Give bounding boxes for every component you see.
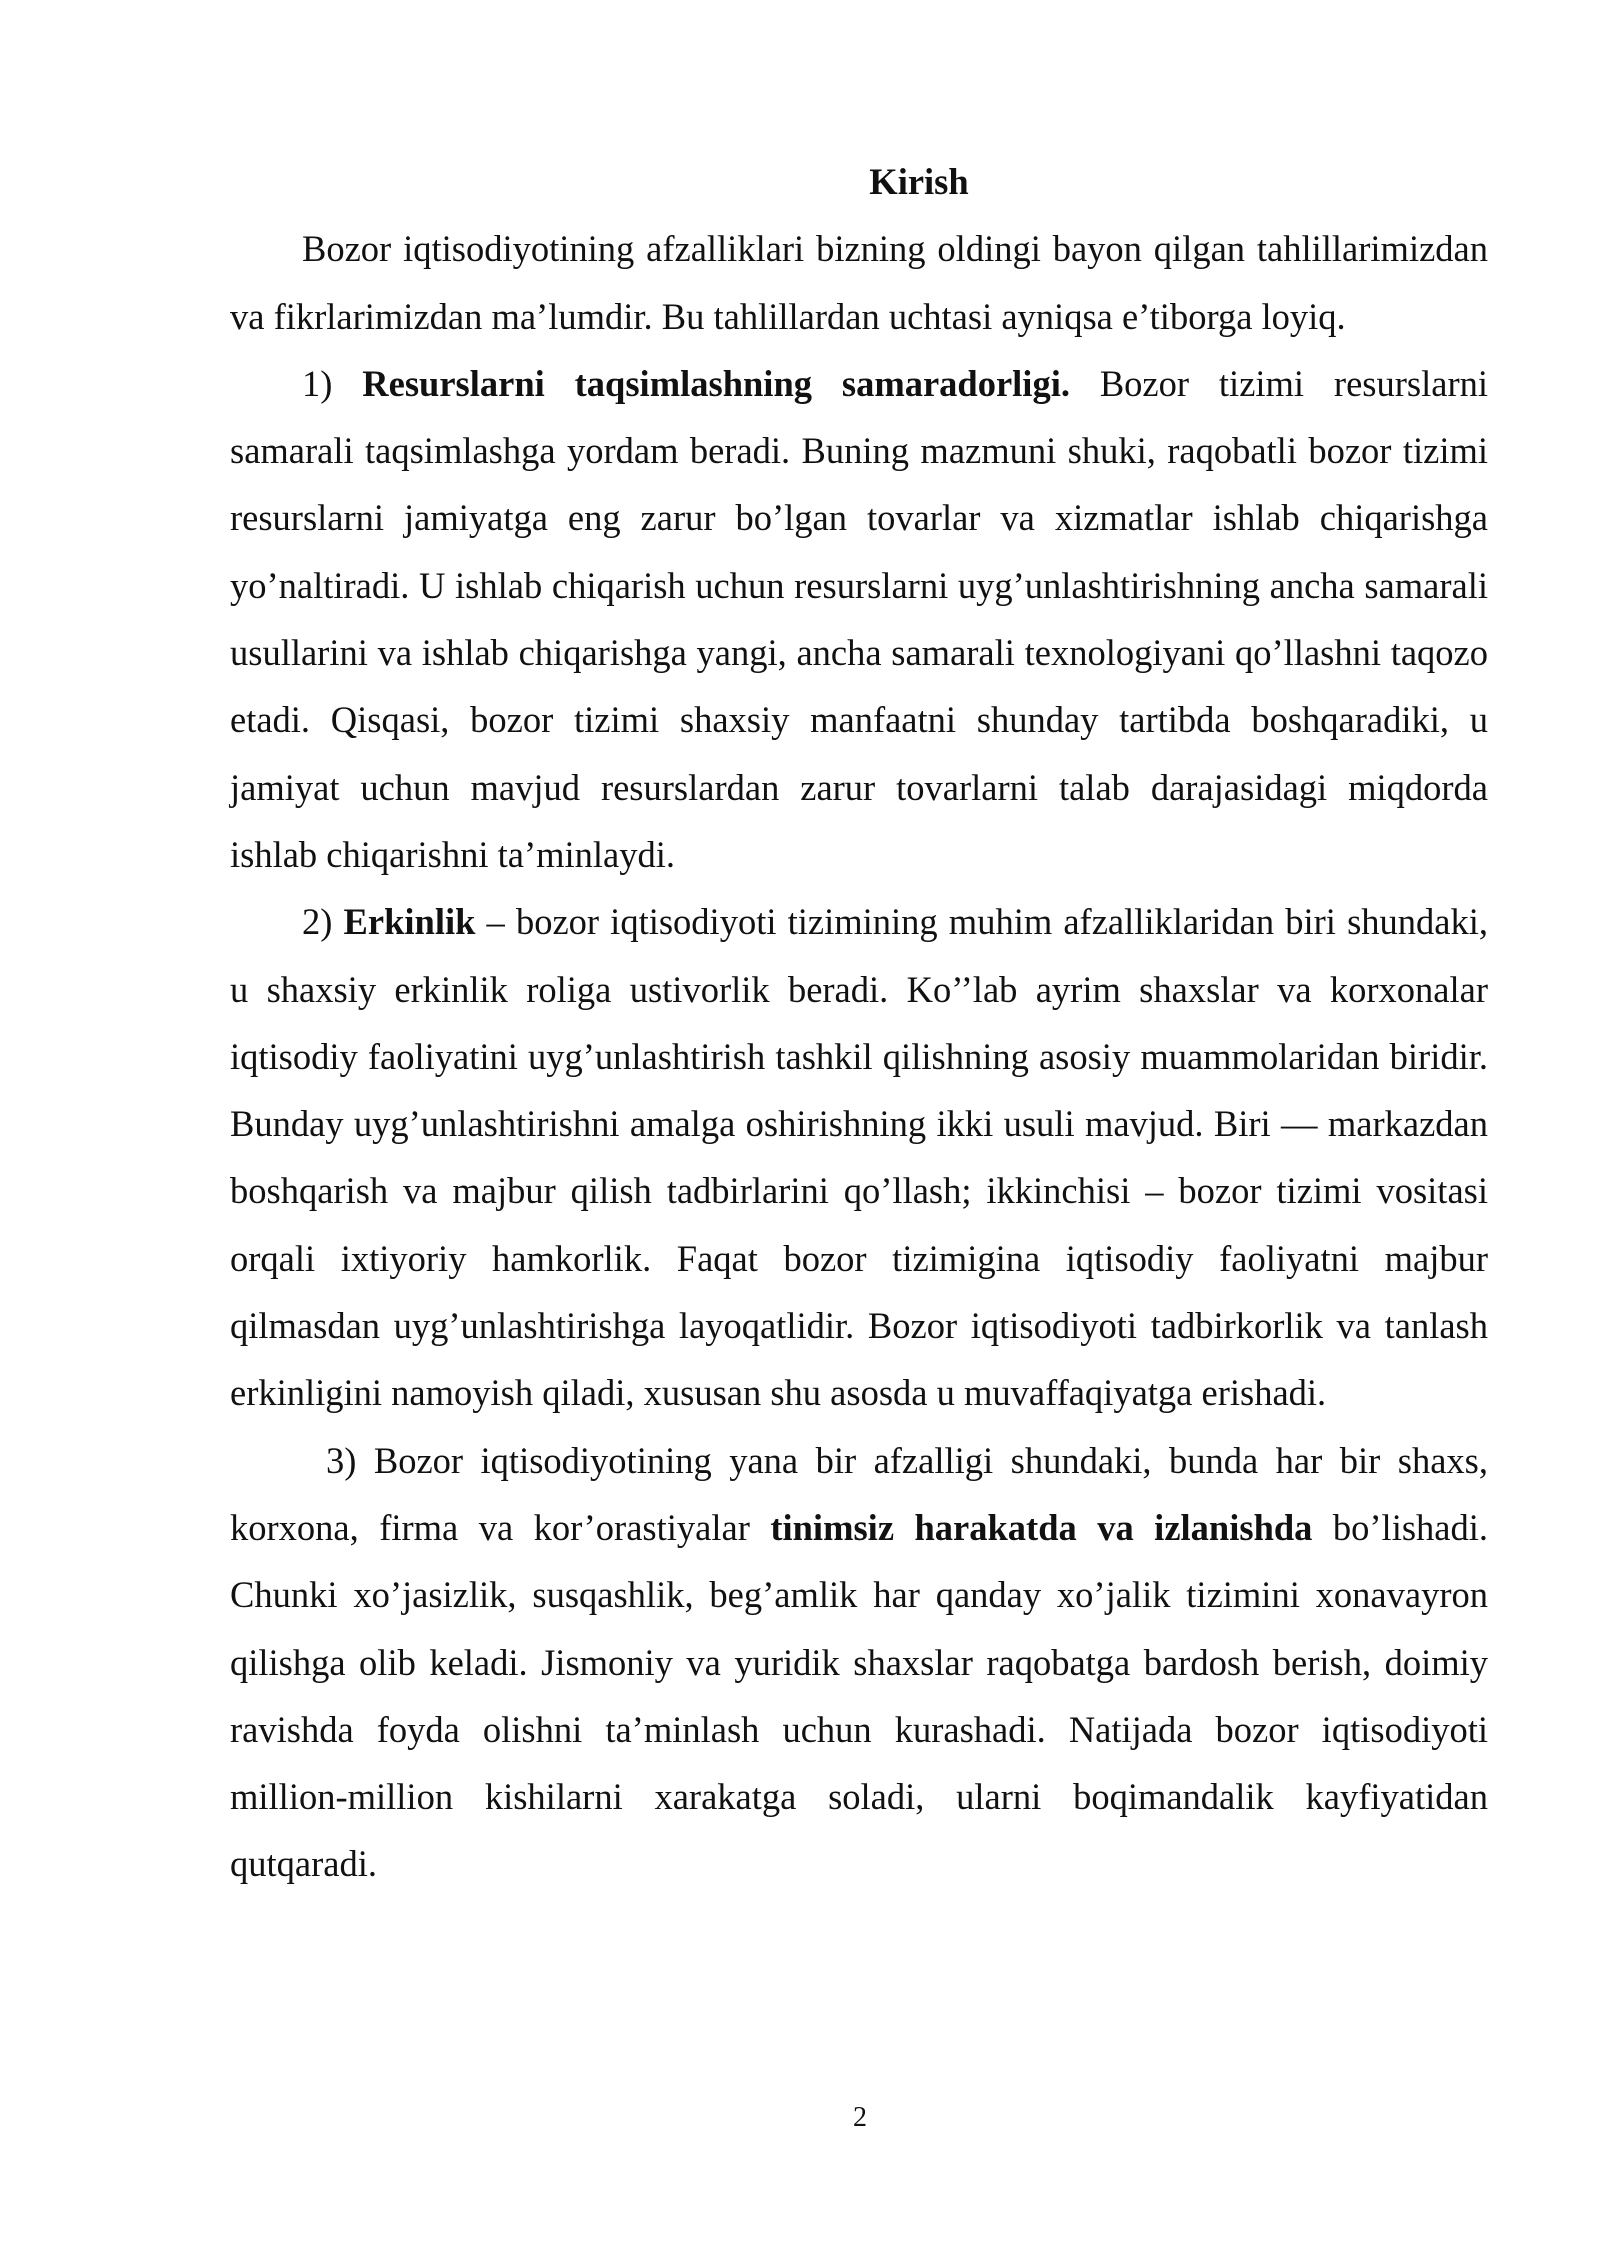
intro-paragraph: Bozor iqtisodiyotining afzalliklari bizning oldingi bayon qilgan tahlillarimizdan va fikrlarimizdan ma’lumdir. Bu tahlillardan uchtasi ayniqsa e’tiborga loyiq.	[230, 228, 1488, 337]
item-3-emphasis: tinimsiz harakatda va izlanishda	[770, 1506, 1313, 1548]
item-1-text: Bozor tizimi resurslarni samarali taqsimlashga yordam beradi. Buning mazmuni shuki, raqobatli bozor tizimi resurslarni jamiyatga eng zarur bo’lgan tovarlar va xizmatlar ishlab chiqarishga yo’naltiradi. U ishlab chiqarish uchun resurslarni uyg’unlashtirishning ancha samarali usullarini va ishlab chiqarishga yangi, ancha samarali texnologiyani qo’llashni taqozo etadi. Qisqasi, bozor tizimi shaxsiy manfaatni shunday tartibda boshqaradiki, u jamiyat uchun mavjud resurslardan zarur tovarlarni talab darajasidagi miqdorda ishlab chiqarishni ta’minlaydi.	[230, 362, 1488, 875]
item-2-text: – bozor iqtisodiyoti tizimining muhim afzalliklaridan biri shundaki, u shaxsiy erkinlik roliga ustivorlik beradi. Ko’’lab ayrim shaxslar va korxonalar iqtisodiy faoliyatini uyg’unlashtirish tashkil qilishning asosiy muammolaridan biridir. Bunday uyg’unlashtirishni amalga oshirishning ikki usuli mavjud. Biri — markazdan boshqarish va majbur qilish tadbirlarini qo’llash; ikkinchisi – bozor tizimi vositasi orqali ixtiyoriy hamkorlik. Faqat bozor tizimigina iqtisodiy faoliyatni majbur qilmasdan uyg’unlashtirishga layoqatlidir. Bozor iqtisodiyoti tadbirkorlik va tanlash erkinligini namoyish qiladi, xususan shu asosda u muvaffaqiyatga erishadi.	[230, 901, 1489, 1414]
item-3-text-after: bo’lishadi. Chunki xo’jasizlik, susqashlik, beg’amlik har qanday xo’jalik tizimini xonavayron qilishga olib keladi. Jismoniy va yuridik shaxslar raqobatga bardosh berish, doimiy ravishda foyda olishni ta’minlash uchun kurashadi. Natijada bozor iqtisodiyoti million-million kishilarni xarakatga soladi, ularni boqimandalik kayfiyatidan qutqaradi.	[230, 1506, 1489, 1885]
page-number: 2	[853, 2102, 867, 2133]
item-3-text-before: 3) Bozor iqtisodiyotining yana bir afzalligi shundaki, bunda har bir shaxs, korxona, firma va kor’orastiyalar	[230, 1439, 1488, 1548]
item-2-heading: Erkinlik	[343, 901, 476, 943]
paragraph-item-2	[230, 888, 1488, 1426]
document-body	[230, 148, 1488, 1898]
item-1-number: 1)	[302, 362, 363, 404]
item-1-heading: Resurslarni taqsimlashning samaradorligi.	[362, 362, 1070, 404]
item-2-number: 2)	[302, 901, 344, 943]
page-title: Kirish	[869, 161, 969, 202]
paragraph-item-1	[230, 350, 1488, 888]
paragraph-item-3	[230, 1427, 1488, 1898]
